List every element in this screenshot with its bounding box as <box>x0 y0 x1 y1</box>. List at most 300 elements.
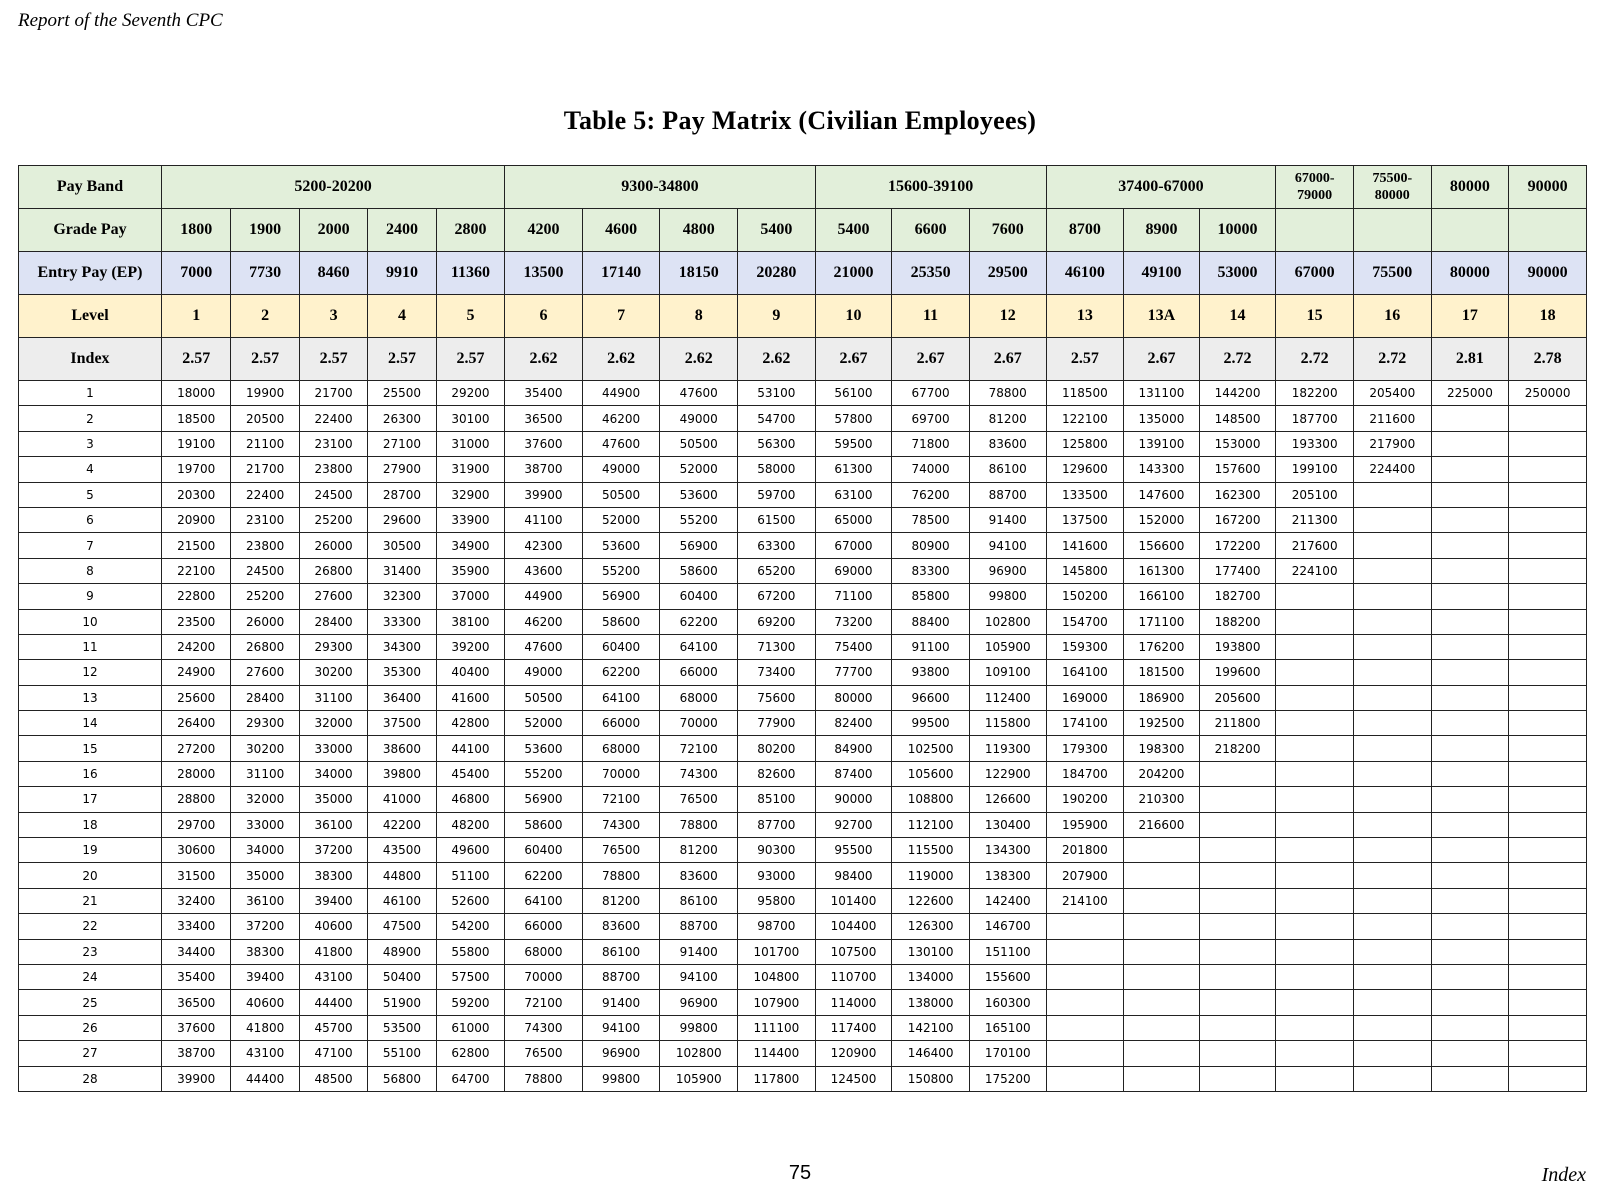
level-cell: 3 <box>299 295 367 338</box>
pay-cell: 18500 <box>161 406 230 431</box>
pay-cell: 84900 <box>815 736 892 761</box>
pay-cell: 44900 <box>505 584 583 609</box>
pay-cell <box>1509 838 1587 863</box>
pay-cell: 18000 <box>161 381 230 406</box>
pay-cell: 101700 <box>738 939 816 964</box>
pay-cell: 205600 <box>1199 685 1276 710</box>
pay-cell: 31400 <box>368 558 436 583</box>
pay-cell: 34900 <box>436 533 504 558</box>
pay-cell: 30200 <box>299 660 367 685</box>
pay-cell: 207900 <box>1046 863 1124 888</box>
matrix-row <box>19 736 1587 761</box>
pay-cell: 33300 <box>368 609 436 634</box>
pay-cell: 22800 <box>161 584 230 609</box>
index-label: Index <box>19 338 162 381</box>
pay-cell: 138300 <box>969 863 1046 888</box>
pay-cell: 65200 <box>738 558 816 583</box>
pay-cell: 62200 <box>582 660 660 685</box>
pay-cell: 105900 <box>660 1066 738 1091</box>
entry-pay-row <box>19 252 1587 295</box>
pay-cell: 99500 <box>892 711 970 736</box>
pay-cell <box>1276 1015 1354 1040</box>
entry-pay-cell: 8460 <box>299 252 367 295</box>
pay-cell: 71100 <box>815 584 892 609</box>
pay-cell: 81200 <box>582 888 660 913</box>
pay-cell: 112400 <box>969 685 1046 710</box>
pay-cell: 45400 <box>436 761 504 786</box>
pay-cell <box>1509 990 1587 1015</box>
pay-cell: 36500 <box>161 990 230 1015</box>
pay-cell: 68000 <box>505 939 583 964</box>
pay-cell <box>1509 939 1587 964</box>
grade-pay-cell: 2000 <box>299 209 367 252</box>
entry-pay-cell: 25350 <box>892 252 970 295</box>
pay-cell: 107900 <box>738 990 816 1015</box>
pay-cell <box>1199 1066 1276 1091</box>
pay-cell: 150200 <box>1046 584 1124 609</box>
pay-cell: 48200 <box>436 812 504 837</box>
pay-cell <box>1276 711 1354 736</box>
pay-cell <box>1431 533 1509 558</box>
pay-cell: 112100 <box>892 812 970 837</box>
pay-cell: 138000 <box>892 990 970 1015</box>
grade-pay-cell: 5400 <box>815 209 892 252</box>
pay-cell: 224100 <box>1276 558 1354 583</box>
pay-cell: 41100 <box>505 507 583 532</box>
pay-cell: 24500 <box>299 482 367 507</box>
index-cell: 2.62 <box>582 338 660 381</box>
pay-cell: 32000 <box>299 711 367 736</box>
pay-band-cell: 5200-20200 <box>161 166 504 209</box>
pay-cell: 23500 <box>161 609 230 634</box>
pay-cell <box>1046 1015 1124 1040</box>
pay-cell: 33400 <box>161 914 230 939</box>
pay-cell: 76500 <box>582 838 660 863</box>
pay-cell: 68000 <box>582 736 660 761</box>
pay-cell <box>1509 888 1587 913</box>
pay-cell: 40600 <box>299 914 367 939</box>
pay-cell: 104800 <box>738 964 816 989</box>
pay-cell: 34000 <box>231 838 299 863</box>
row-number: 14 <box>19 711 162 736</box>
pay-cell: 31500 <box>161 863 230 888</box>
level-cell: 12 <box>969 295 1046 338</box>
pay-cell <box>1431 990 1509 1015</box>
pay-cell: 55200 <box>660 507 738 532</box>
pay-cell <box>1353 838 1431 863</box>
matrix-row <box>19 507 1587 532</box>
pay-cell: 25200 <box>231 584 299 609</box>
matrix-row <box>19 812 1587 837</box>
pay-cell: 107500 <box>815 939 892 964</box>
pay-cell: 31100 <box>231 761 299 786</box>
pay-cell <box>1276 812 1354 837</box>
pay-cell: 19900 <box>231 381 299 406</box>
pay-cell: 36100 <box>299 812 367 837</box>
pay-cell: 216600 <box>1124 812 1200 837</box>
pay-cell: 88700 <box>582 964 660 989</box>
pay-cell <box>1353 812 1431 837</box>
pay-cell: 41600 <box>436 685 504 710</box>
pay-cell: 20900 <box>161 507 230 532</box>
pay-cell: 85100 <box>738 787 816 812</box>
pay-cell: 21500 <box>161 533 230 558</box>
pay-cell: 56100 <box>815 381 892 406</box>
pay-cell: 41800 <box>231 1015 299 1040</box>
pay-cell: 161300 <box>1124 558 1200 583</box>
pay-cell: 105600 <box>892 761 970 786</box>
pay-cell <box>1509 584 1587 609</box>
pay-cell: 49000 <box>505 660 583 685</box>
pay-cell: 62200 <box>505 863 583 888</box>
pay-cell <box>1509 863 1587 888</box>
pay-cell <box>1353 1066 1431 1091</box>
pay-cell: 35900 <box>436 558 504 583</box>
pay-cell: 137500 <box>1046 507 1124 532</box>
pay-cell: 70000 <box>505 964 583 989</box>
pay-cell <box>1431 685 1509 710</box>
entry-pay-cell: 11360 <box>436 252 504 295</box>
pay-cell: 64100 <box>505 888 583 913</box>
pay-cell: 56900 <box>505 787 583 812</box>
pay-cell: 59700 <box>738 482 816 507</box>
pay-cell: 91400 <box>969 507 1046 532</box>
pay-cell: 47100 <box>299 1041 367 1066</box>
pay-cell <box>1276 660 1354 685</box>
pay-cell: 201800 <box>1046 838 1124 863</box>
pay-cell <box>1124 863 1200 888</box>
pay-cell: 56300 <box>738 431 816 456</box>
matrix-row <box>19 685 1587 710</box>
pay-cell: 32900 <box>436 482 504 507</box>
pay-cell <box>1431 964 1509 989</box>
pay-cell: 86100 <box>969 457 1046 482</box>
pay-cell: 37500 <box>368 711 436 736</box>
pay-cell: 122600 <box>892 888 970 913</box>
pay-cell <box>1276 990 1354 1015</box>
pay-cell <box>1431 939 1509 964</box>
pay-cell: 181500 <box>1124 660 1200 685</box>
pay-cell <box>1124 888 1200 913</box>
pay-cell <box>1353 533 1431 558</box>
matrix-row <box>19 964 1587 989</box>
pay-cell: 37200 <box>299 838 367 863</box>
pay-cell: 74300 <box>505 1015 583 1040</box>
pay-cell: 62200 <box>660 609 738 634</box>
pay-cell: 48900 <box>368 939 436 964</box>
pay-cell: 74000 <box>892 457 970 482</box>
row-number: 20 <box>19 863 162 888</box>
pay-cell: 129600 <box>1046 457 1124 482</box>
pay-cell <box>1353 964 1431 989</box>
pay-cell: 23800 <box>299 457 367 482</box>
grade-pay-cell: 6600 <box>892 209 970 252</box>
index-cell: 2.62 <box>505 338 583 381</box>
pay-cell: 81200 <box>660 838 738 863</box>
pay-band-cell: 9300-34800 <box>505 166 816 209</box>
pay-cell <box>1276 787 1354 812</box>
pay-cell: 27100 <box>368 431 436 456</box>
pay-cell: 133500 <box>1046 482 1124 507</box>
pay-cell: 36400 <box>368 685 436 710</box>
pay-cell: 217600 <box>1276 533 1354 558</box>
pay-cell: 33000 <box>299 736 367 761</box>
pay-cell: 90000 <box>815 787 892 812</box>
pay-cell: 99800 <box>969 584 1046 609</box>
grade-pay-row <box>19 209 1587 252</box>
pay-cell <box>1276 838 1354 863</box>
pay-cell: 169000 <box>1046 685 1124 710</box>
pay-cell: 37600 <box>161 1015 230 1040</box>
pay-cell: 60400 <box>660 584 738 609</box>
row-number: 11 <box>19 634 162 659</box>
pay-cell: 40600 <box>231 990 299 1015</box>
pay-cell: 142400 <box>969 888 1046 913</box>
pay-cell: 50500 <box>582 482 660 507</box>
pay-cell: 46200 <box>505 609 583 634</box>
pay-cell: 24500 <box>231 558 299 583</box>
matrix-row <box>19 1015 1587 1040</box>
pay-cell <box>1046 939 1124 964</box>
pay-cell: 151100 <box>969 939 1046 964</box>
pay-cell: 21700 <box>299 381 367 406</box>
pay-cell <box>1431 1015 1509 1040</box>
pay-cell: 51900 <box>368 990 436 1015</box>
level-cell: 7 <box>582 295 660 338</box>
grade-pay-cell: 5400 <box>738 209 816 252</box>
level-cell: 13A <box>1124 295 1200 338</box>
pay-cell: 119300 <box>969 736 1046 761</box>
pay-cell <box>1276 888 1354 913</box>
row-number: 7 <box>19 533 162 558</box>
pay-cell: 114000 <box>815 990 892 1015</box>
pay-cell: 35300 <box>368 660 436 685</box>
pay-cell: 44400 <box>231 1066 299 1091</box>
pay-cell: 47600 <box>660 381 738 406</box>
pay-cell <box>1509 761 1587 786</box>
pay-cell: 26300 <box>368 406 436 431</box>
pay-cell: 101400 <box>815 888 892 913</box>
pay-cell: 42800 <box>436 711 504 736</box>
pay-cell: 46100 <box>368 888 436 913</box>
pay-cell: 34300 <box>368 634 436 659</box>
pay-cell <box>1353 736 1431 761</box>
pay-cell: 64100 <box>582 685 660 710</box>
pay-cell: 117400 <box>815 1015 892 1040</box>
pay-cell: 50500 <box>505 685 583 710</box>
pay-cell: 130400 <box>969 812 1046 837</box>
pay-cell: 72100 <box>660 736 738 761</box>
pay-cell: 47500 <box>368 914 436 939</box>
pay-cell: 102800 <box>660 1041 738 1066</box>
level-cell: 14 <box>1199 295 1276 338</box>
pay-cell: 28800 <box>161 787 230 812</box>
pay-cell: 38600 <box>368 736 436 761</box>
row-number: 16 <box>19 761 162 786</box>
pay-cell <box>1276 964 1354 989</box>
row-number: 2 <box>19 406 162 431</box>
pay-cell <box>1124 1041 1200 1066</box>
pay-cell <box>1276 584 1354 609</box>
pay-cell <box>1431 482 1509 507</box>
pay-cell: 27200 <box>161 736 230 761</box>
pay-cell <box>1431 558 1509 583</box>
pay-cell: 142100 <box>892 1015 970 1040</box>
pay-cell: 43600 <box>505 558 583 583</box>
pay-cell <box>1431 838 1509 863</box>
pay-cell: 29700 <box>161 812 230 837</box>
grade-pay-cell <box>1509 209 1587 252</box>
pay-cell: 83600 <box>969 431 1046 456</box>
level-cell: 11 <box>892 295 970 338</box>
index-cell: 2.67 <box>969 338 1046 381</box>
pay-cell: 167200 <box>1199 507 1276 532</box>
pay-cell: 19700 <box>161 457 230 482</box>
pay-cell: 93800 <box>892 660 970 685</box>
pay-cell <box>1276 761 1354 786</box>
grade-pay-label: Grade Pay <box>19 209 162 252</box>
pay-cell: 96900 <box>660 990 738 1015</box>
pay-cell <box>1509 736 1587 761</box>
pay-cell: 193800 <box>1199 634 1276 659</box>
pay-cell: 80200 <box>738 736 816 761</box>
pay-cell <box>1199 863 1276 888</box>
pay-cell: 141600 <box>1046 533 1124 558</box>
pay-cell: 83300 <box>892 558 970 583</box>
index-cell: 2.62 <box>738 338 816 381</box>
pay-cell: 63100 <box>815 482 892 507</box>
level-cell: 15 <box>1276 295 1354 338</box>
pay-cell: 124500 <box>815 1066 892 1091</box>
entry-pay-label: Entry Pay (EP) <box>19 252 162 295</box>
pay-cell: 71800 <box>892 431 970 456</box>
pay-cell: 148500 <box>1199 406 1276 431</box>
row-number: 8 <box>19 558 162 583</box>
row-number: 5 <box>19 482 162 507</box>
index-cell: 2.67 <box>892 338 970 381</box>
pay-cell <box>1431 457 1509 482</box>
pay-cell: 66000 <box>505 914 583 939</box>
pay-cell: 30200 <box>231 736 299 761</box>
pay-cell: 91400 <box>582 990 660 1015</box>
pay-cell: 78800 <box>660 812 738 837</box>
pay-cell: 177400 <box>1199 558 1276 583</box>
pay-cell <box>1431 888 1509 913</box>
pay-cell: 55100 <box>368 1041 436 1066</box>
pay-cell: 32000 <box>231 787 299 812</box>
pay-cell <box>1509 533 1587 558</box>
pay-cell <box>1124 1015 1200 1040</box>
pay-cell: 60400 <box>505 838 583 863</box>
pay-cell: 22100 <box>161 558 230 583</box>
pay-cell <box>1124 838 1200 863</box>
pay-cell: 46200 <box>582 406 660 431</box>
pay-cell: 21100 <box>231 431 299 456</box>
pay-cell: 21700 <box>231 457 299 482</box>
pay-cell: 170100 <box>969 1041 1046 1066</box>
pay-cell <box>1431 406 1509 431</box>
pay-cell: 59500 <box>815 431 892 456</box>
pay-cell: 43100 <box>299 964 367 989</box>
row-number: 6 <box>19 507 162 532</box>
pay-cell: 71300 <box>738 634 816 659</box>
pay-cell: 98400 <box>815 863 892 888</box>
pay-cell: 188200 <box>1199 609 1276 634</box>
pay-cell: 39400 <box>299 888 367 913</box>
pay-cell: 182700 <box>1199 584 1276 609</box>
pay-cell <box>1276 634 1354 659</box>
entry-pay-cell: 46100 <box>1046 252 1124 295</box>
pay-cell <box>1124 990 1200 1015</box>
pay-cell <box>1276 1066 1354 1091</box>
pay-cell <box>1509 482 1587 507</box>
pay-cell <box>1276 939 1354 964</box>
pay-cell: 80000 <box>815 685 892 710</box>
pay-cell <box>1353 990 1431 1015</box>
pay-cell: 225000 <box>1431 381 1509 406</box>
pay-cell: 23100 <box>231 507 299 532</box>
entry-pay-cell: 67000 <box>1276 252 1354 295</box>
entry-pay-cell: 75500 <box>1353 252 1431 295</box>
level-cell: 18 <box>1509 295 1587 338</box>
index-link[interactable]: Index <box>1541 1164 1586 1186</box>
pay-cell: 104400 <box>815 914 892 939</box>
pay-cell <box>1509 457 1587 482</box>
matrix-row <box>19 533 1587 558</box>
pay-cell <box>1353 660 1431 685</box>
pay-cell: 53500 <box>368 1015 436 1040</box>
pay-cell: 29300 <box>231 711 299 736</box>
pay-cell: 37200 <box>231 914 299 939</box>
pay-cell: 125800 <box>1046 431 1124 456</box>
pay-cell: 205400 <box>1353 381 1431 406</box>
level-cell: 9 <box>738 295 816 338</box>
level-cell: 1 <box>161 295 230 338</box>
pay-cell: 28400 <box>231 685 299 710</box>
pay-cell: 20300 <box>161 482 230 507</box>
pay-cell: 60400 <box>582 634 660 659</box>
pay-band-line: 79000 <box>1297 188 1333 203</box>
pay-cell: 44400 <box>299 990 367 1015</box>
matrix-row <box>19 863 1587 888</box>
pay-cell: 75600 <box>738 685 816 710</box>
pay-cell <box>1046 990 1124 1015</box>
matrix-row <box>19 939 1587 964</box>
level-cell: 6 <box>505 295 583 338</box>
pay-cell: 78500 <box>892 507 970 532</box>
pay-cell: 40400 <box>436 660 504 685</box>
grade-pay-cell: 2800 <box>436 209 504 252</box>
pay-cell: 70000 <box>582 761 660 786</box>
index-cell: 2.72 <box>1353 338 1431 381</box>
pay-cell <box>1509 914 1587 939</box>
pay-cell: 139100 <box>1124 431 1200 456</box>
pay-cell: 80900 <box>892 533 970 558</box>
pay-cell: 195900 <box>1046 812 1124 837</box>
pay-cell: 182200 <box>1276 381 1354 406</box>
pay-cell: 28400 <box>299 609 367 634</box>
pay-cell: 95500 <box>815 838 892 863</box>
pay-cell <box>1124 939 1200 964</box>
pay-cell <box>1509 964 1587 989</box>
pay-band-cell: 80000 <box>1431 166 1509 209</box>
pay-cell: 81200 <box>969 406 1046 431</box>
pay-cell: 25500 <box>368 381 436 406</box>
report-header: Report of the Seventh CPC <box>18 10 223 31</box>
pay-cell: 26000 <box>299 533 367 558</box>
pay-cell: 25200 <box>299 507 367 532</box>
pay-cell <box>1509 1066 1587 1091</box>
